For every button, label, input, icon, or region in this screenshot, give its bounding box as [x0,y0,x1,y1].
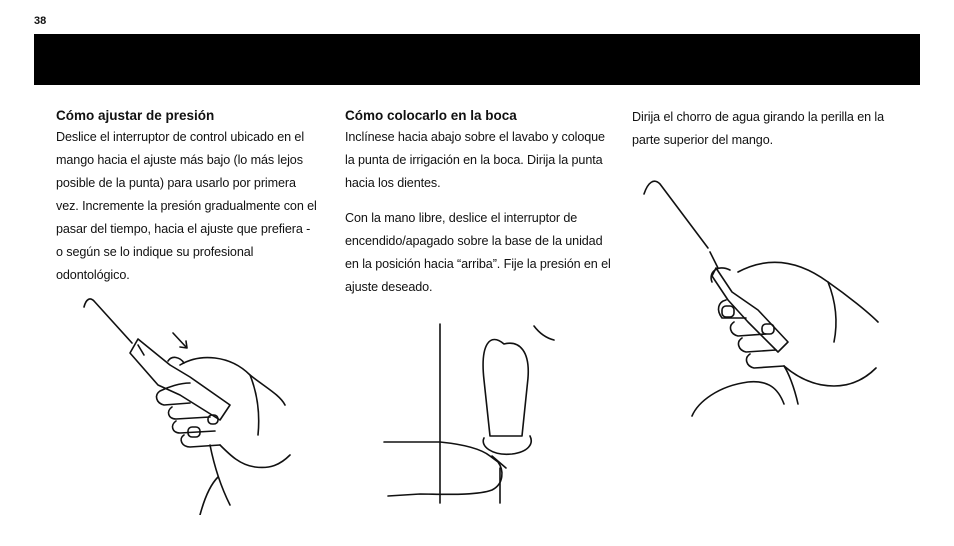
hand-adjusting-pressure-slider-illustration [80,295,300,515]
direct-paragraph: Dirija el chorro de agua girando la perilla en la parte superior del mango. [632,110,885,147]
mouth-paragraph-1: Inclínese hacia abajo sobre el lavabo y coloque la punta de irrigación en la boca. Dirija la punta hacia los dientes. [345,130,605,190]
pressure-section [56,106,318,287]
mouth-section [345,106,613,299]
unit-base-switch-illustration [380,318,580,508]
page-number: 38 [34,15,47,27]
pressure-paragraph: Deslice el interruptor de control ubicado en el mango hacia el ajuste más bajo (lo más lejos posible de la punta) para usarlo por primera vez. Incremente la presión gradualmente con el pasar del tiempo, hacia el ajuste que prefiera - o según se lo indique su profesional odontológico. [56,130,317,282]
hand-turning-tip-knob-illustration [638,172,888,422]
pressure-heading: Cómo ajustar de presión [56,108,215,123]
mouth-paragraph-2: Con la mano libre, deslice el interruptor de encendido/apagado sobre la base de la unidad en la posición hacia “arriba”. Fije la presión en el ajuste deseado. [345,211,611,294]
header-bar [34,34,920,85]
direct-section [632,106,902,152]
mouth-heading: Cómo colocarlo en la boca [345,108,517,123]
